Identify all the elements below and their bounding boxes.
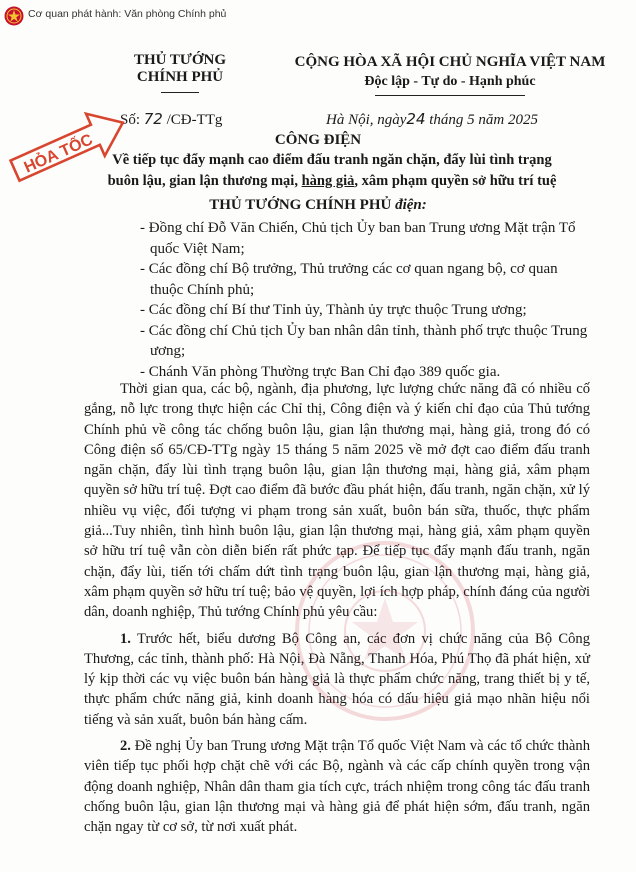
issuing-authority (110, 52, 250, 93)
urgent-stamp-text: HỎA TỐC (21, 131, 96, 177)
recipient-item: - Các đồng chí Chủ tịch Ủy ban nhân dân tỉnh, thành phố trực thuộc Trung ương; (140, 322, 588, 359)
authority-underline (161, 92, 199, 93)
recipient-item: - Đồng chí Đỗ Văn Chiến, Chủ tịch Ủy ban ban Trung ương Mặt trận Tổ quốc Việt Nam; (140, 220, 576, 257)
item-1-number: 1. (120, 630, 131, 647)
directive-item-1 (84, 629, 590, 730)
subject-line-2 (92, 171, 572, 192)
place-label: Hà Nội, ngày (326, 112, 407, 128)
recipient-item: - Các đồng chí Bộ trưởng, Thủ trưởng các cơ quan ngang bộ, cơ quan thuộc Chính phủ; (140, 261, 558, 298)
item-2-number: 2. (120, 738, 131, 755)
place-and-date (326, 110, 538, 129)
subject-line-2-part-b: , xâm phạm quyền sở hữu trí tuệ (354, 173, 557, 189)
sender-verb: điện: (391, 197, 427, 213)
date-day-handwritten: 24 (406, 110, 426, 128)
recipient-item: - Các đồng chí Bí thư Tỉnh ủy, Thành ủy trực thuộc Trung ương; (140, 302, 527, 318)
document-number (120, 110, 222, 129)
issuer-label: Cơ quan phát hành: Văn phòng Chính phủ (28, 8, 227, 20)
national-emblem-icon (4, 6, 24, 26)
issuer-bar (0, 0, 636, 32)
directive-item-2 (84, 736, 590, 837)
motto-underline (375, 95, 525, 96)
doc-number-handwritten: 72 (143, 110, 163, 128)
national-motto: Độc lập - Tự do - Hạnh phúc (364, 74, 536, 89)
authority-name: THỦ TƯỚNG CHÍNH PHỦ (133, 52, 227, 85)
item-1-text: Trước hết, biểu dương Bộ Công an, các đơn vị chức năng của Bộ Công Thương, các tỉnh, thành phố: Hà Nội, Đà Nẵng, Thanh Hóa, Phú Thọ đã phát hiện, xử lý kịp thời các vụ việc buôn bán hàng giả là thực phẩm chức năng, trang thiết bị y tế, thực phẩm chức năng giả, kinh doanh hàng hóa có dấu hiệu giả mạo nhãn hiệu nổi tiếng và sản xuất, buôn bán hàng cấm. (84, 630, 590, 728)
document-body (84, 379, 590, 844)
recipient-item: - Chánh Văn phòng Thường trực Ban Chỉ đạo 389 quốc gia. (140, 363, 501, 380)
sender-line (0, 197, 636, 214)
national-header (280, 52, 620, 96)
recipient-list (140, 218, 590, 382)
doc-number-suffix: /CĐ-TTg (166, 112, 223, 128)
doc-number-prefix: Số: (120, 112, 141, 128)
item-2-text: Đề nghị Ủy ban Trung ương Mặt trận Tổ quốc Việt Nam và các tổ chức thành viên tiếp tục phối hợp chặt chẽ với các Bộ, ngành và các cấp chính quyền trong vận động doanh nghiệp, Nhân dân tham gia tích cực, trách nhiệm trong công tác đấu tranh chống buôn lậu, gian lận thương mại và hàng giả để phát hiện sớm, đấu tranh, ngăn chặn ngay từ cơ sở, từ nơi xuất phát. (84, 738, 590, 836)
nation-name: CỘNG HÒA XÃ HỘI CHỦ NGHĨA VIỆT NAM (294, 54, 606, 70)
sender-title: THỦ TƯỚNG CHÍNH PHỦ (209, 197, 392, 213)
intro-paragraph: Thời gian qua, các bộ, ngành, địa phương, lực lượng chức năng đã có nhiều cố gắng, nỗ lực trong thực hiện các Chỉ thị, Công điện và ý kiến chỉ đạo của Thủ tướng Chính phủ về công tác chống buôn lậu, gian lận thương mại, hàng giả, trong đó có Công điện số 65/CĐ-TTg ngày 15 tháng 5 năm 2025 về mở đợt cao điểm đấu tranh ngăn chặn, đẩy lùi tình trạng buôn lậu, gian lận thương mại, hàng giả, xâm phạm quyền sở hữu trí tuệ. Đợt cao điểm đã bước đầu phát hiện, đấu tranh, ngăn chặn, xử lý nhiều vụ việc, đối tượng vi phạm trong sản xuất, buôn bán sữa, thuốc, thực phẩm giả...Tuy nhiên, tình hình buôn lậu, gian lận thương mại, hàng giả, xâm phạm quyền sở hữu trí tuệ vẫn còn diễn biến rất phức tạp. Để tiếp tục đẩy mạnh đấu tranh, ngăn chặn, đẩy lùi, tiến tới chấm dứt tình trạng buôn lậu, gian lận thương mại, hàng giả, xâm phạm quyền sở hữu trí tuệ; bảo vệ quyền, lợi ích hợp pháp, chính đáng của người dân, doanh nghiệp, Thủ tướng Chính phủ yêu cầu: (84, 381, 590, 621)
subject-underlined-term: hàng giả (301, 173, 355, 189)
document-subject (92, 150, 572, 192)
subject-line-2-part-a: buôn lậu, gian lận thương mại, (107, 173, 302, 189)
document-type: CÔNG ĐIỆN (274, 132, 362, 148)
subject-line-1: Về tiếp tục đẩy mạnh cao điểm đấu tranh ngăn chặn, đẩy lùi tình trạng (112, 152, 552, 168)
date-rest: tháng 5 năm 2025 (425, 112, 539, 128)
